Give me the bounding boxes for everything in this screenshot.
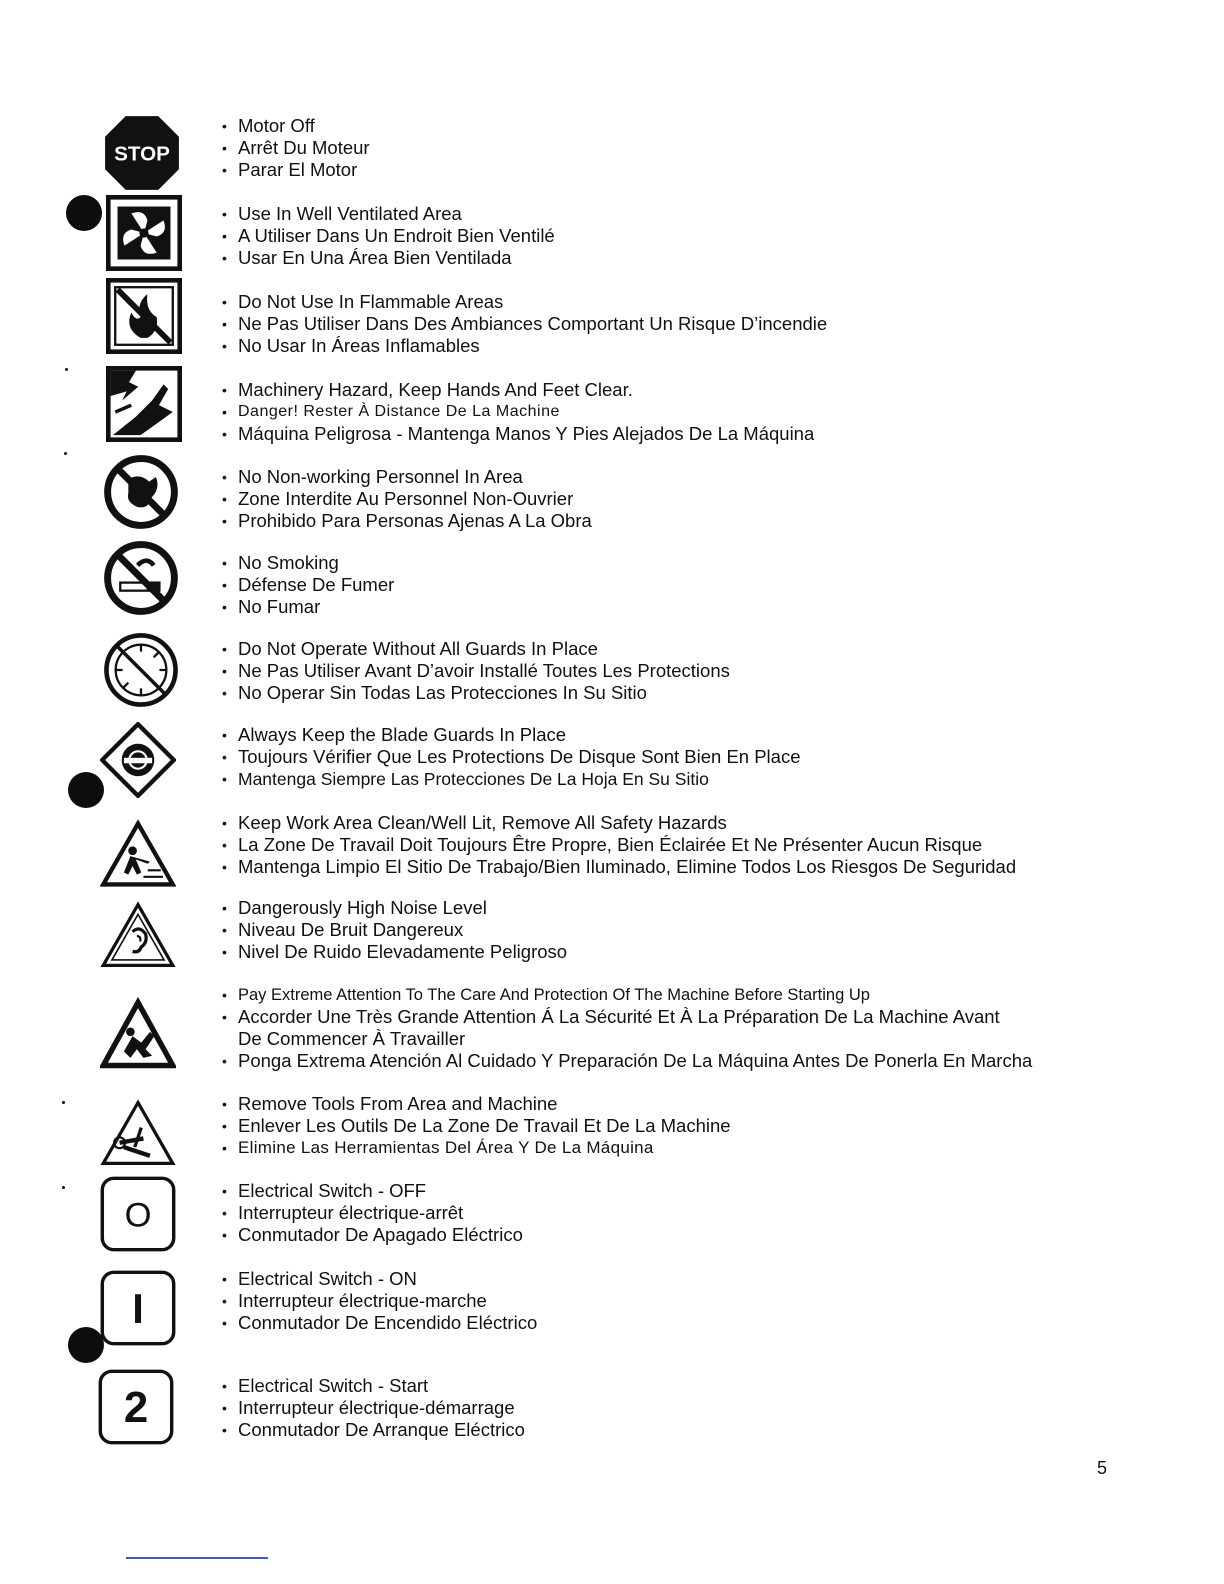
machinery-hazard-icon xyxy=(106,366,172,432)
scan-speck xyxy=(65,368,68,371)
instruction-lines xyxy=(222,379,814,445)
line-spanish: • No Usar In Áreas Inflamables xyxy=(222,335,827,357)
remove-tools-icon xyxy=(100,1095,170,1157)
line-spanish: • Parar El Motor xyxy=(222,159,370,181)
footer-rule xyxy=(126,1557,268,1559)
scan-speck xyxy=(62,1101,65,1104)
line-spanish: • Máquina Peligrosa - Mantenga Manos Y Pies Alejados De La Máquina xyxy=(222,423,814,445)
line-spanish: • Usar En Una Área Bien Ventilada xyxy=(222,247,555,269)
stop-sign-icon xyxy=(104,115,174,185)
line-english: • Dangerously High Noise Level xyxy=(222,897,567,919)
line-english: • Electrical Switch - ON xyxy=(222,1268,537,1290)
scan-speck xyxy=(64,452,67,455)
instruction-lines xyxy=(222,984,1032,1072)
line-english: • Pay Extreme Attention To The Care And Protection Of The Machine Before Starting Up xyxy=(222,984,1032,1006)
page-number: 5 xyxy=(1097,1458,1108,1478)
guards-in-place-icon xyxy=(103,632,169,698)
switch-off-label: O xyxy=(124,1196,152,1235)
line-english: • Motor Off xyxy=(222,115,370,137)
line-spanish: • No Operar Sin Todas Las Protecciones In Su Sitio xyxy=(222,682,730,704)
line-english: • Use In Well Ventilated Area xyxy=(222,203,555,225)
line-french: • La Zone De Travail Doit Toujours Être Propre, Bien Éclairée Et Ne Présenter Aucun Risque xyxy=(222,834,1016,856)
line-french: • Interrupteur électrique-arrêt xyxy=(222,1202,523,1224)
line-french: • Toujours Vérifier Que Les Protections De Disque Sont Bien En Place xyxy=(222,746,801,768)
stop-icon-label: STOP xyxy=(114,142,170,166)
attention-warning-icon xyxy=(100,996,170,1060)
line-spanish: • No Fumar xyxy=(222,596,394,618)
line-spanish: • Elimine Las Herramientas Del Área Y De La Máquina xyxy=(222,1137,731,1159)
line-english: • No Non-working Personnel In Area xyxy=(222,466,592,488)
no-smoking-icon xyxy=(103,540,169,606)
no-personnel-icon xyxy=(103,454,169,520)
line-spanish: • Nivel De Ruido Elevadamente Peligroso xyxy=(222,941,567,963)
line-spanish: • Prohibido Para Personas Ajenas A La Obra xyxy=(222,510,592,532)
instruction-lines xyxy=(222,115,370,181)
instruction-lines xyxy=(222,638,730,704)
line-english: • Machinery Hazard, Keep Hands And Feet Clear. xyxy=(222,379,814,401)
switch-start-icon xyxy=(98,1369,164,1435)
instruction-lines xyxy=(222,552,394,618)
instruction-lines xyxy=(222,1093,731,1159)
line-spanish: • Mantenga Limpio El Sitio De Trabajo/Bien Iluminado, Elimine Todos Los Riesgos De Seguridad xyxy=(222,856,1016,878)
line-french: • A Utiliser Dans Un Endroit Bien Ventilé xyxy=(222,225,555,247)
scan-speck xyxy=(62,1186,65,1189)
line-spanish: • Mantenga Siempre Las Protecciones De La Hoja En Su Sitio xyxy=(222,768,801,790)
instruction-lines xyxy=(222,1268,537,1334)
switch-on-label: I xyxy=(132,1284,144,1332)
line-spanish: • Ponga Extrema Atención Al Cuidado Y Preparación De La Máquina Antes De Ponerla En Marcha xyxy=(222,1050,1032,1072)
line-english: • Do Not Use In Flammable Areas xyxy=(222,291,827,313)
instruction-lines xyxy=(222,466,592,532)
line-english: • Keep Work Area Clean/Well Lit, Remove All Safety Hazards xyxy=(222,812,1016,834)
punch-hole xyxy=(68,772,104,808)
line-french: • Ne Pas Utiliser Dans Des Ambiances Comportant Un Risque D’incendie xyxy=(222,313,827,335)
line-french: • Enlever Les Outils De La Zone De Travail Et De La Machine xyxy=(222,1115,731,1137)
punch-hole xyxy=(66,195,102,231)
line-french: • Accorder Une Très Grande Attention Á La Sécurité Et À La Préparation De La Machine Avant xyxy=(222,1006,1032,1028)
noise-warning-icon xyxy=(100,897,170,959)
line-english: • Do Not Operate Without All Guards In Place xyxy=(222,638,730,660)
line-french: • Interrupteur électrique-démarrage xyxy=(222,1397,525,1419)
line-english: • No Smoking xyxy=(222,552,394,574)
line-french: • Défense De Fumer xyxy=(222,574,394,596)
line-english: • Electrical Switch - Start xyxy=(222,1375,525,1397)
punch-hole xyxy=(68,1327,104,1363)
ventilation-fan-icon xyxy=(106,195,172,261)
line-french: • Arrêt Du Moteur xyxy=(222,137,370,159)
line-english: • Electrical Switch - OFF xyxy=(222,1180,523,1202)
instruction-lines xyxy=(222,897,567,963)
line-french: • Interrupteur électrique-marche xyxy=(222,1290,537,1312)
line-french: • Danger! Rester À Distance De La Machine xyxy=(222,401,814,423)
line-spanish: • Conmutador De Apagado Eléctrico xyxy=(222,1224,523,1246)
switch-on-icon xyxy=(100,1270,166,1336)
switch-off-icon xyxy=(100,1176,166,1242)
instruction-lines xyxy=(222,291,827,357)
line-french-continued: De Commencer À Travailler xyxy=(238,1028,466,1049)
no-flammable-icon xyxy=(106,278,172,344)
line-french: • Zone Interdite Au Personnel Non-Ouvrier xyxy=(222,488,592,510)
instruction-lines xyxy=(222,203,555,269)
instruction-lines xyxy=(222,1375,525,1441)
line-english: • Always Keep the Blade Guards In Place xyxy=(222,724,801,746)
line-french: • Ne Pas Utiliser Avant D’avoir Installé Toutes Les Protections xyxy=(222,660,730,682)
instruction-lines xyxy=(222,724,801,790)
line-english: • Remove Tools From Area and Machine xyxy=(222,1093,731,1115)
instruction-lines xyxy=(222,812,1016,878)
blade-guard-icon xyxy=(100,722,170,792)
switch-start-label: 2 xyxy=(123,1382,149,1432)
line-spanish: • Conmutador De Arranque Eléctrico xyxy=(222,1419,525,1441)
instruction-lines xyxy=(222,1180,523,1246)
work-area-warning-icon xyxy=(100,816,170,878)
line-french: • Niveau De Bruit Dangereux xyxy=(222,919,567,941)
line-spanish: • Conmutador De Encendido Eléctrico xyxy=(222,1312,537,1334)
